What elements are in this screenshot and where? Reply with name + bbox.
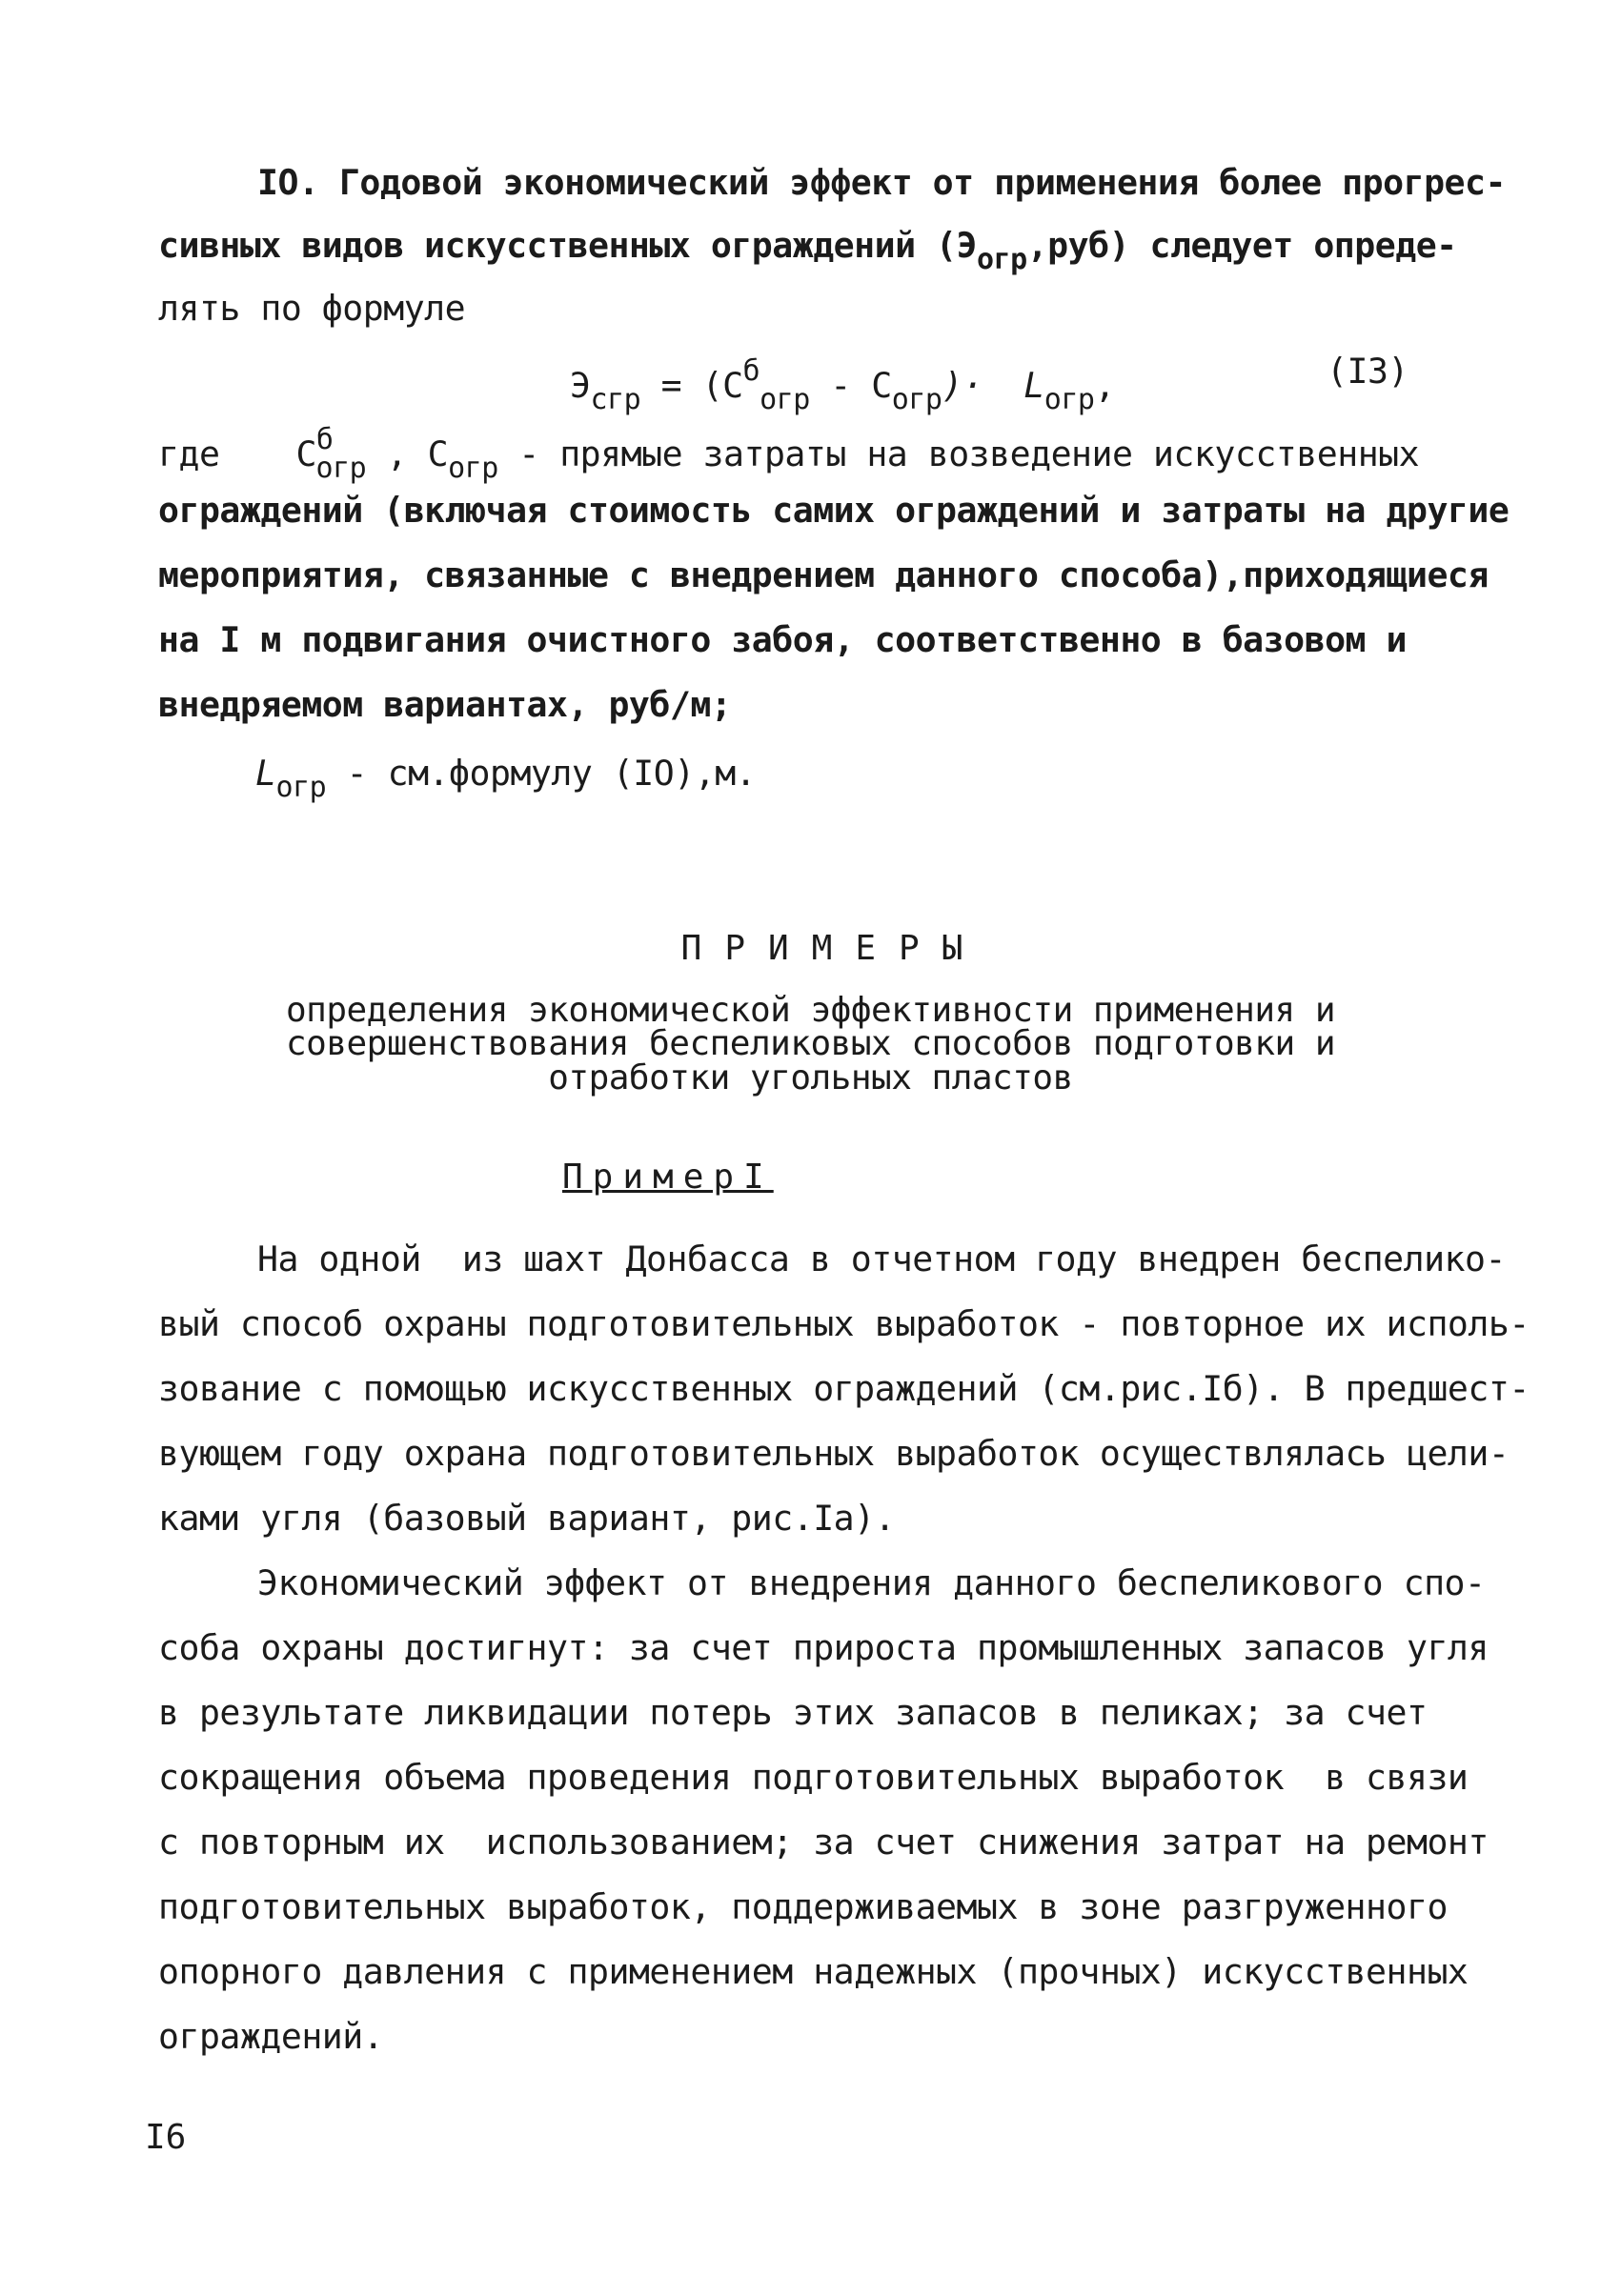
formula-lhs: Э xyxy=(570,365,591,406)
formula-comma: , xyxy=(1094,365,1115,406)
def-c1-sub: огр xyxy=(315,452,367,485)
section10-line-2-end: ,руб) следует опреде- xyxy=(1026,225,1457,266)
section10-line-1: IO. Годовой экономический эффект от применения более прогрес- xyxy=(257,162,1506,203)
def-c1: С xyxy=(295,433,316,474)
paragraph1-line-3: зование с помощью искусственных ограждений (см.рис.Iб). В предшест- xyxy=(158,1368,1530,1409)
where-word: где xyxy=(158,433,220,474)
paragraph1-line-2: вый способ охраны подготовительных выработок - повторное их исполь- xyxy=(158,1303,1530,1344)
formula-eq: = (С xyxy=(640,365,743,406)
examples-caption-1: определения экономической эффективности применения и xyxy=(285,991,1336,1030)
formula-number: (I3) xyxy=(1327,351,1408,392)
paragraph2-line-7: опорного давления с применением надежных (прочных) искусственных xyxy=(158,1951,1469,1992)
paragraph1-line-1: На одной из шахт Донбасса в отчетном году внедрен беспелико- xyxy=(257,1239,1506,1279)
def-c2-sub: огр xyxy=(448,452,498,485)
definitions-line-2: ограждений (включая стоимость самих ограждений и затраты на другие xyxy=(158,490,1510,531)
paragraph1-line-5: ками угля (базовый вариант, рис.Iа). xyxy=(158,1498,896,1539)
definitions-line-1 xyxy=(158,419,1419,490)
paragraph2-line-8: ограждений. xyxy=(158,2016,384,2057)
formula-l-sub: огр xyxy=(1044,383,1095,416)
examples-caption-3: отработки угольных пластов xyxy=(548,1058,1073,1098)
def-l-text: - см.формулу (IO),м. xyxy=(326,753,757,794)
formula-lhs-sub: сгр xyxy=(590,383,641,416)
formula-c2-sub: огр xyxy=(891,383,942,416)
formula-c-sup: б xyxy=(742,354,760,388)
definitions-l-line xyxy=(255,753,756,809)
examples-caption-2: совершенствования беспеликовых способов подготовки и xyxy=(285,1024,1336,1063)
section10-line-2-sub: огр xyxy=(977,243,1027,276)
paragraph2-line-3: в результате ликвидации потерь этих запасов в пеликах; за счет xyxy=(158,1692,1428,1733)
definitions-line-4: на I м подвигания очистного забоя, соответственно в базовом и xyxy=(158,619,1407,660)
formula-13 xyxy=(570,351,1115,421)
def-l-sub: огр xyxy=(275,771,327,804)
formula-minus: - С xyxy=(809,365,892,406)
paragraph2-line-2: соба охраны достигнут: за счет прироста промышленных запасов угля xyxy=(158,1627,1489,1668)
def-l-symbol: L xyxy=(255,753,276,794)
paragraph2-line-4: сокращения объема проведения подготовительных выработок в связи xyxy=(158,1757,1469,1798)
paragraph2-line-6: подготовительных выработок, поддерживаемых в зоне разгруженного xyxy=(158,1886,1448,1927)
section10-line-2 xyxy=(158,225,1457,281)
page-number: I6 xyxy=(145,2118,187,2157)
def-text1: - прямые затраты на возведение искусственных xyxy=(497,433,1420,474)
definitions-line-3: мероприятия, связанные с внедрением данного способа),приходящиеся xyxy=(158,554,1489,595)
paragraph2-line-5: с повторным их использованием; за счет снижения затрат на ремонт xyxy=(158,1822,1489,1863)
definitions-line-5: внедряемом вариантах, руб/м; xyxy=(158,684,732,725)
section10-line-3: лять по формуле xyxy=(158,288,466,329)
formula-mult: )· L xyxy=(942,365,1044,406)
paragraph2-line-1: Экономический эффект от внедрения данного беспеликового спо- xyxy=(257,1562,1486,1603)
formula-c-sub: огр xyxy=(760,383,810,416)
section10-line-2-text: сивных видов искусственных ограждений (Э xyxy=(158,225,977,266)
def-sep: , С xyxy=(366,433,449,474)
example1-title: ПримерI xyxy=(562,1158,774,1197)
paragraph1-line-4: вующем году охрана подготовительных выработок осуществлялась цели- xyxy=(158,1433,1510,1474)
def-c1-sup: б xyxy=(315,423,334,456)
examples-title: ПРИМЕРЫ xyxy=(680,929,986,968)
